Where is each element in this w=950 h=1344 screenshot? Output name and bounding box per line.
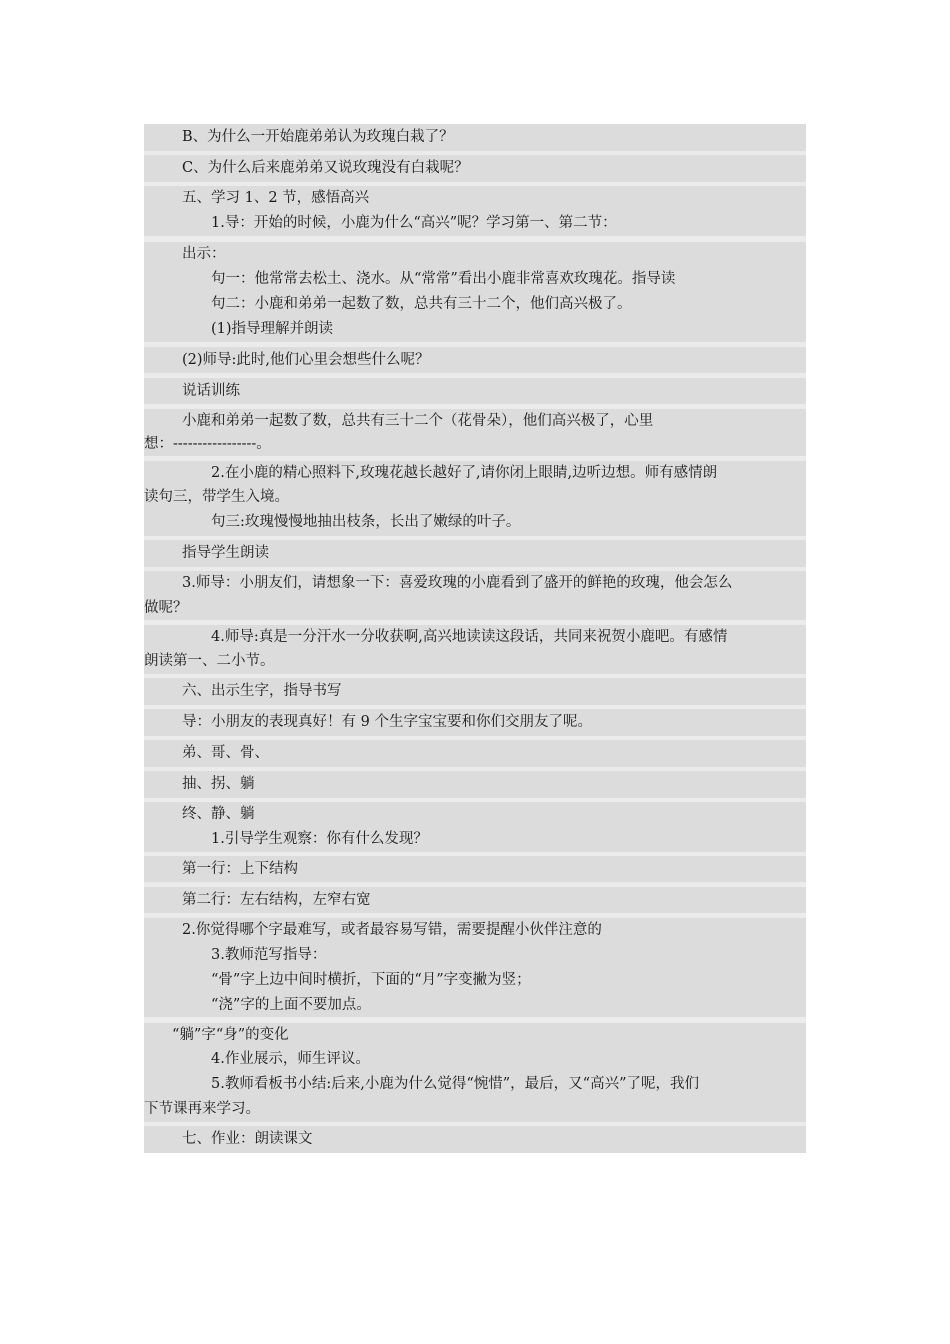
teacher-guide-3-line-1: 3.师导：小朋友们，请想象一下：喜爱玫瑰的小鹿看到了盛开的鲜艳的玫瑰，他会怎么 bbox=[144, 571, 806, 596]
lesson-plan-content bbox=[144, 124, 806, 1153]
speaking-training-label: 说话训练 bbox=[144, 378, 806, 404]
guide-reading-label: 指导学生朗读 bbox=[144, 540, 806, 567]
section-six-heading: 六、出示生字，指导书写 bbox=[144, 678, 806, 705]
speaking-blank-line: 想：-----------------。 bbox=[144, 433, 806, 456]
guide-understand-line: (1)指导理解并朗读 bbox=[144, 317, 806, 342]
sentence-two-line: 句二：小鹿和弟弟一起数了数，总共有三十二个，他们高兴极了。 bbox=[144, 292, 806, 317]
section-seven-heading: 七、作业：朗读课文 bbox=[144, 1126, 806, 1153]
summary-line-1: 5.教师看板书小结:后来,小鹿为什么觉得“惋惜”，最后，又“高兴”了呢，我们 bbox=[144, 1072, 806, 1097]
speaking-prompt-line: 小鹿和弟弟一起数了数，总共有三十二个（花骨朵），他们高兴极了，心里 bbox=[144, 409, 806, 433]
jiao-character-note: “浇”字的上面不要加点。 bbox=[144, 993, 806, 1017]
sentence-three-line: 句三:玫瑰慢慢地抽出枝条，长出了嫩绿的叶子。 bbox=[144, 509, 806, 536]
section-five-heading: 五、学习 1、2 节，感悟高兴 bbox=[144, 186, 806, 211]
guide-1-line: 1.导：开始的时候，小鹿为什么“高兴”呢？学习第一、第二节： bbox=[144, 211, 806, 236]
character-row-3: 终、静、躺 bbox=[144, 802, 806, 827]
care-guide-line-1: 2.在小鹿的精心照料下,玫瑰花越长越好了,请你闭上眼睛,边听边想。师有感情朗 bbox=[144, 461, 806, 485]
observe-guide-line: 1.引导学生观察：你有什么发现？ bbox=[144, 827, 806, 852]
teacher-guide-2-line: (2)师导:此时,他们心里会想些什么呢？ bbox=[144, 347, 806, 373]
show-label: 出示： bbox=[144, 242, 806, 267]
teacher-guide-4-line-1: 4.师导:真是一分汗水一分收获啊,高兴地读读这段话，共同来祝贺小鹿吧。有感情 bbox=[144, 625, 806, 649]
teacher-demo-line: 3.教师范写指导： bbox=[144, 943, 806, 968]
question-c-line: C、为什么后来鹿弟弟又说玫瑰没有白栽呢？ bbox=[144, 155, 806, 182]
second-row-structure-line: 第二行：左右结构，左窄右宽 bbox=[144, 887, 806, 913]
homework-display-line: 4.作业展示，师生评议。 bbox=[144, 1047, 806, 1072]
new-characters-intro-line: 导：小朋友的表现真好！有 9 个生字宝宝要和你们交朋友了呢。 bbox=[144, 709, 806, 736]
gu-character-note: “骨”字上边中间时横折，下面的“月”字变撇为竖； bbox=[144, 968, 806, 993]
hardest-character-line: 2.你觉得哪个字最难写，或者最容易写错，需要提醒小伙伴注意的 bbox=[144, 918, 806, 943]
tang-character-note: “躺”字“身”的变化 bbox=[144, 1023, 806, 1047]
sentence-one-line: 句一：他常常去松土、浇水。从“常常”看出小鹿非常喜欢玫瑰花。指导读 bbox=[144, 267, 806, 292]
teacher-guide-3-line-2: 做呢？ bbox=[144, 596, 806, 620]
character-row-1: 弟、哥、骨、 bbox=[144, 740, 806, 767]
summary-line-2: 下节课再来学习。 bbox=[144, 1097, 806, 1122]
character-row-2: 抽、拐、躺 bbox=[144, 771, 806, 798]
teacher-guide-4-line-2: 朗读第一、二小节。 bbox=[144, 649, 806, 674]
first-row-structure-line: 第一行：上下结构 bbox=[144, 856, 806, 882]
care-guide-line-2: 读句三，带学生入境。 bbox=[144, 485, 806, 509]
question-b-line: B、为什么一开始鹿弟弟认为玫瑰白栽了？ bbox=[144, 124, 806, 151]
